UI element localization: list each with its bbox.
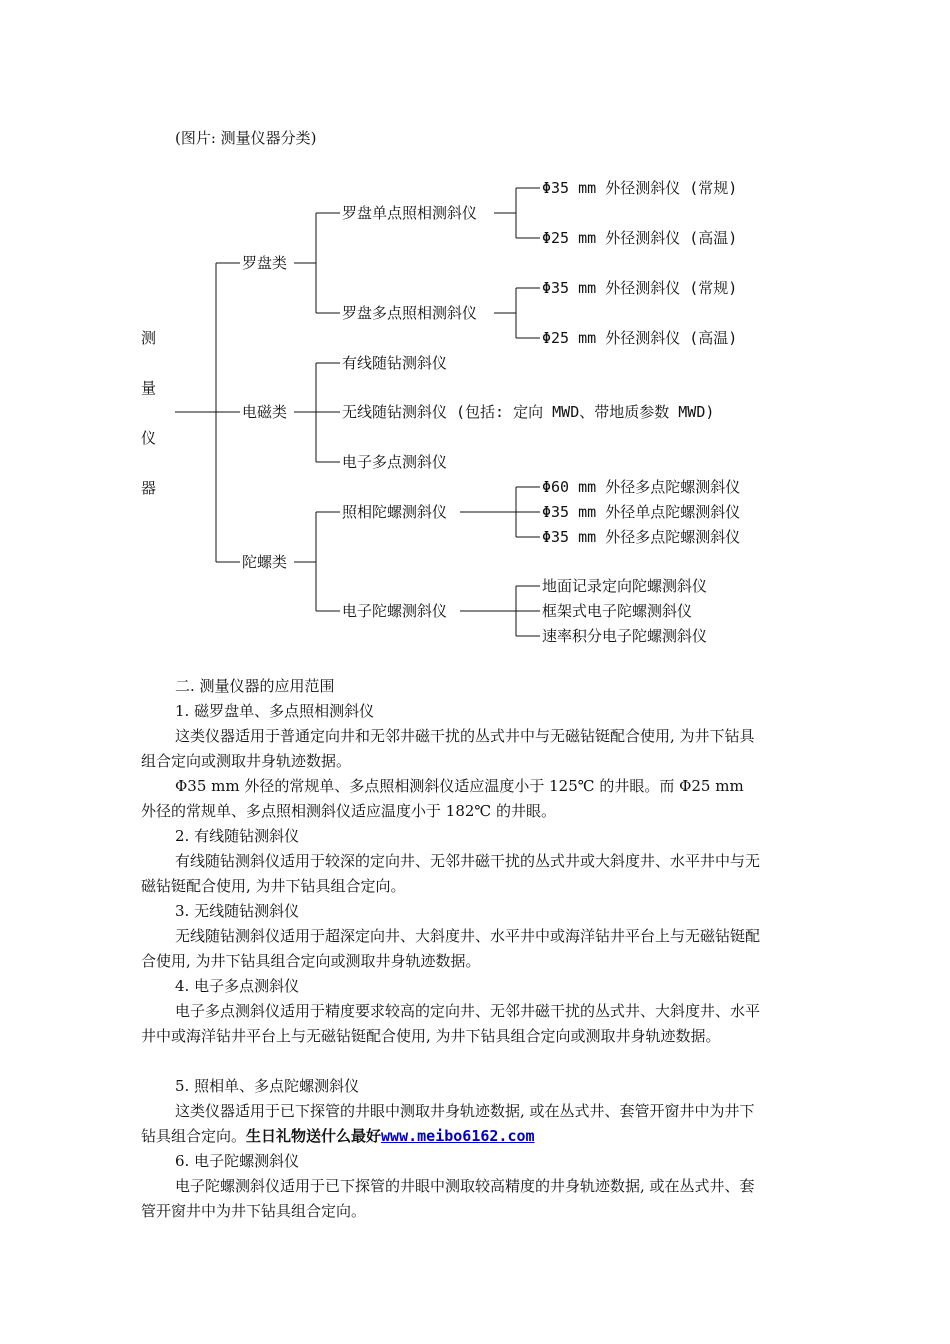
- paragraph-2: 有线随钻测斜仪适用于较深的定向井、无邻井磁干扰的丛式井或大斜度井、水平井中与无磁钻铤配合使用, 为井下钻具组合定向。: [141, 852, 761, 895]
- gyro-elec-rate-integrating: 速率积分电子陀螺测斜仪: [542, 627, 708, 645]
- heading-4: 4. 电子多点测斜仪: [175, 977, 300, 995]
- ad-text: 生日礼物送什么最好: [246, 1127, 382, 1145]
- heading-2: 2. 有线随钻测斜仪: [175, 827, 300, 845]
- gyro-photo-60mm-multi: Φ60 mm 外径多点陀螺测斜仪: [542, 478, 741, 496]
- em-wired-mwd: 有线随钻测斜仪: [342, 354, 448, 372]
- heading-6: 6. 电子陀螺测斜仪: [175, 1152, 300, 1170]
- em-electronic-multi: 电子多点测斜仪: [342, 453, 448, 471]
- heading-5: 5. 照相单、多点陀螺测斜仪: [175, 1077, 360, 1095]
- compass-multi-point: 罗盘多点照相测斜仪: [342, 304, 478, 322]
- gyro-elec-gimbal: 框架式电子陀螺测斜仪: [542, 602, 693, 620]
- heading-1: 1. 磁罗盘单、多点照相测斜仪: [175, 702, 375, 720]
- ad-link[interactable]: www.meibo6162.com: [381, 1127, 535, 1145]
- figure-caption: (图片: 测量仪器分类): [175, 129, 317, 147]
- compass-single-35mm: Φ35 mm 外径测斜仪 (常规): [542, 179, 738, 197]
- compass-single-point: 罗盘单点照相测斜仪: [342, 204, 478, 222]
- gyro-photo-35mm-single: Φ35 mm 外径单点陀螺测斜仪: [542, 503, 741, 521]
- paragraph-5: 这类仪器适用于已下探管的井眼中测取井身轨迹数据, 或在丛式井、套管开窗井中为井下钻具组合定向。生日礼物送什么最好www.meibo6162.com: [141, 1102, 755, 1145]
- paragraph-1: 这类仪器适用于普通定向井和无邻井磁干扰的丛式井中与无磁钻铤配合使用, 为井下钻具组合定向或测取井身轨迹数据。: [141, 727, 755, 770]
- gyro-photo-35mm-multi: Φ35 mm 外径多点陀螺测斜仪: [542, 528, 741, 546]
- category-compass: 罗盘类: [242, 254, 288, 272]
- gyro-electronic: 电子陀螺测斜仪: [342, 602, 448, 620]
- em-wireless-mwd: 无线随钻测斜仪 (包括: 定向 MWD、带地质参数 MWD): [342, 403, 715, 421]
- paragraph-1b: Φ35 mm 外径的常规单、多点照相测斜仪适应温度小于 125℃ 的井眼。而 Φ25 mm 外径的常规单、多点照相测斜仪适应温度小于 182℃ 的井眼。: [141, 777, 744, 820]
- category-gyro: 陀螺类: [242, 553, 288, 571]
- paragraph-3: 无线随钻测斜仪适用于超深定向井、大斜度井、水平井中或海洋钻井平台上与无磁钻铤配合使用, 为井下钻具组合定向或测取井身轨迹数据。: [141, 927, 761, 970]
- gyro-elec-surface: 地面记录定向陀螺测斜仪: [542, 577, 708, 595]
- tree-root-char-4: 器: [141, 479, 157, 497]
- gyro-photo: 照相陀螺测斜仪: [342, 503, 448, 521]
- category-electromagnetic: 电磁类: [242, 403, 288, 421]
- tree-root-char-1: 测: [141, 329, 157, 347]
- heading-3: 3. 无线随钻测斜仪: [175, 902, 300, 920]
- section-title: 二. 测量仪器的应用范围: [175, 677, 335, 695]
- compass-multi-35mm: Φ35 mm 外径测斜仪 (常规): [542, 279, 738, 297]
- compass-single-25mm: Φ25 mm 外径测斜仪 (高温): [542, 229, 738, 247]
- tree-root-char-3: 仪: [141, 429, 157, 447]
- paragraph-4: 电子多点测斜仪适用于精度要求较高的定向井、无邻井磁干扰的丛式井、大斜度井、水平井中或海洋钻井平台上与无磁钻铤配合使用, 为井下钻具组合定向或测取井身轨迹数据。: [141, 1002, 761, 1045]
- paragraph-6: 电子陀螺测斜仪适用于已下探管的井眼中测取较高精度的井身轨迹数据, 或在丛式井、套管开窗井中为井下钻具组合定向。: [141, 1177, 755, 1220]
- compass-multi-25mm: Φ25 mm 外径测斜仪 (高温): [542, 329, 738, 347]
- tree-root-char-2: 量: [141, 379, 157, 397]
